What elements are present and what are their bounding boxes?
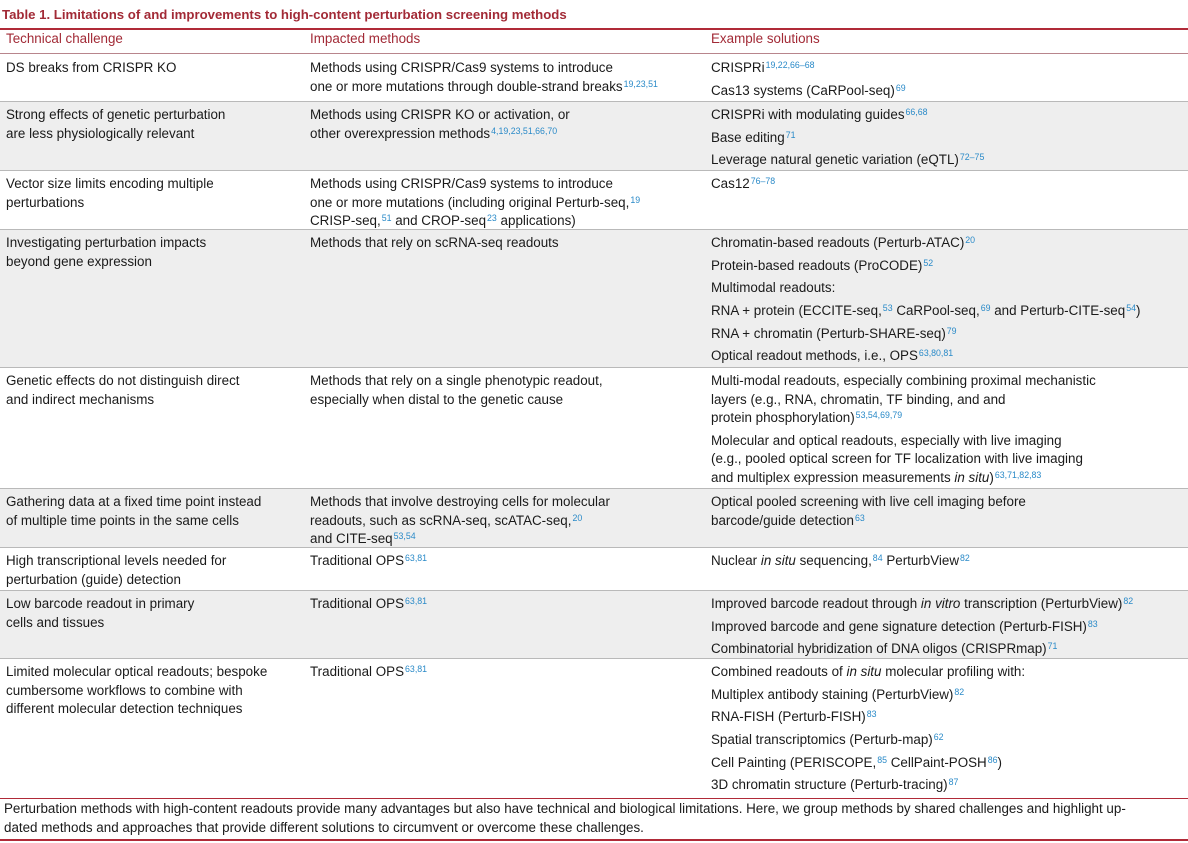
reference-superscript: 71 [785,129,796,140]
table-row [0,488,1188,547]
reference-superscript: 20 [965,235,976,246]
cell-line [310,194,670,213]
reference-superscript: 63,81 [405,553,428,564]
cell-line [711,372,1183,391]
text-segment: Investigating perturbation impacts [6,235,207,250]
text-segment: Improved barcode and gene signature detection (Perturb-FISH) [711,618,1087,634]
cell-line [6,663,296,682]
cell-line [6,391,296,410]
cell-line [6,372,296,391]
cell-line [711,776,1183,795]
reference-superscript: 83 [866,709,877,720]
cell-line [711,469,1183,488]
cell-line [310,212,670,231]
impacted-methods-cell [310,663,670,682]
text-segment: cumbersome workflows to combine with [6,682,243,698]
solution-item [711,325,1183,344]
cell-line [711,302,1183,321]
cell-line [711,552,1183,571]
solution-item [711,302,1183,321]
table-row [0,547,1188,590]
solution-item [711,372,1183,428]
solution-item [711,663,1183,682]
reference-superscript: 84 [872,553,883,564]
reference-superscript: 63,81 [405,596,428,607]
text-segment: Traditional OPS [310,553,405,568]
cell-line [310,391,670,410]
text-segment: different molecular detection techniques [6,701,243,716]
solution-item [711,151,1183,170]
technical-challenge-cell [6,106,296,143]
text-segment: Protein-based readouts (ProCODE) [711,257,923,273]
reference-superscript: 19 [630,194,641,205]
cell-line [711,151,1183,170]
impacted-methods-cell [310,595,670,614]
cell-line [6,512,296,531]
solution-item [711,754,1183,773]
reference-superscript: 71 [1047,641,1058,652]
solution-item [711,175,1183,194]
cell-line [310,59,670,78]
row-separator [0,590,1188,591]
cell-line [6,595,296,614]
text-segment: Genetic effects do not distinguish direct [6,373,240,388]
text-segment: Cell Painting (PERISCOPE, [711,754,877,770]
technical-challenge-cell [6,234,296,271]
text-segment: layers (e.g., RNA, chromatin, TF binding, and and [711,391,1006,407]
text-segment: RNA + protein (ECCITE-seq, [711,303,882,319]
table-bottom-rule [0,798,1188,799]
reference-superscript: 63,71,82,83 [994,469,1042,480]
example-solutions-cell [711,175,1183,194]
text-segment: of multiple time points in the same cells [6,512,239,528]
cell-line [711,618,1183,637]
text-segment: Multiplex antibody staining (PerturbView) [711,686,954,702]
cell-line [711,640,1183,659]
row-separator [0,658,1188,659]
cell-line [310,530,670,549]
text-segment: Traditional OPS [310,596,405,611]
reference-superscript: 69 [980,303,991,314]
technical-challenge-cell [6,175,296,212]
table-row [0,590,1188,658]
italic-text: in vitro [920,596,961,611]
solution-item [711,595,1183,614]
text-segment: CaRPool-seq, [892,303,980,319]
impacted-methods-cell [310,552,670,571]
text-segment: protein phosphorylation) [711,410,855,425]
solution-item [711,432,1183,488]
cell-line [6,125,296,144]
text-segment: Limited molecular optical readouts; bespoke [6,664,268,679]
text-segment: beyond gene expression [6,253,152,269]
text-segment: High transcriptional levels needed for [6,553,227,568]
text-segment: DS breaks from CRISPR KO [6,60,177,75]
cell-line [6,552,296,571]
text-segment: Vector size limits encoding multiple [6,176,214,191]
reference-superscript: 82 [960,553,970,564]
impacted-methods-cell [310,59,670,96]
reference-superscript: 23 [487,213,497,224]
text-segment: ) [989,469,994,485]
text-segment: dated methods and approaches that provide different solutions to circumvent or overcome these challenges. [4,819,644,835]
cell-line [6,253,296,272]
technical-challenge-cell [6,552,296,589]
text-segment: readouts, such as scRNA-seq, scATAC-seq, [310,512,572,528]
table-row [0,229,1188,367]
text-segment: ) [1136,303,1141,319]
text-segment: and Perturb-CITE-seq [990,303,1126,319]
cell-line [310,175,670,194]
text-segment: and CITE-seq [310,531,393,546]
reference-superscript: 63,80,81 [918,348,954,359]
reference-superscript: 53,54 [393,531,416,542]
reference-superscript: 63 [854,512,865,523]
impacted-methods-cell [310,493,670,549]
reference-superscript: 86 [987,754,998,765]
text-segment: CellPaint-POSH [887,754,987,770]
reference-superscript: 83 [1087,618,1098,629]
row-separator [0,101,1188,102]
cell-line [711,325,1183,344]
text-segment: ) [997,754,1002,770]
solution-item [711,279,1183,298]
cell-line [711,234,1183,253]
row-separator [0,547,1188,548]
cell-line [310,663,670,682]
reference-superscript: 52 [923,257,934,268]
text-segment: RNA + chromatin (Perturb-SHARE-seq) [711,325,946,341]
header-impacted-methods: Impacted methods [310,31,421,46]
cell-line [310,78,670,97]
cell-line [711,663,1183,682]
text-segment: applications) [496,213,576,228]
reference-superscript: 19,23,51 [623,78,658,89]
table-row [0,101,1188,170]
text-segment: Low barcode readout in primary [6,596,195,611]
text-segment: CRISPRi [711,60,765,75]
text-segment: (e.g., pooled optical screen for TF localization with live imaging [711,451,1083,467]
table-row [0,367,1188,488]
text-segment: Molecular and optical readouts, especially with live imaging [711,432,1062,448]
solution-item [711,776,1183,795]
footnote-line [4,819,1184,838]
text-segment: and multiplex expression measurements [711,469,955,485]
solution-item [711,347,1183,366]
text-segment: Base editing [711,129,785,145]
text-segment: Combined readouts of [711,664,847,679]
reference-superscript: 76–78 [750,176,776,187]
text-segment: Improved barcode readout through [711,596,921,611]
cell-line [6,59,296,78]
text-segment: Cas13 systems (CaRPool-seq) [711,82,895,98]
cell-line [6,571,296,590]
text-segment: especially when distal to the genetic cause [310,391,564,407]
text-segment: Methods using CRISPR/Cas9 systems to introduce [310,60,613,75]
cell-line [711,754,1183,773]
table-row [0,658,1188,798]
text-segment: Methods that involve destroying cells for molecular [310,494,610,509]
reference-superscript: 79 [946,325,957,336]
table-title: Table 1. Limitations of and improvements to high-content perturbation screening methods [2,7,567,22]
example-solutions-cell [711,106,1183,170]
cell-line [711,391,1183,410]
text-segment: Multimodal readouts: [711,280,836,296]
example-solutions-cell [711,372,1183,487]
reference-superscript: 53,54,69,79 [855,410,903,421]
cell-line [711,595,1183,614]
footnote-line [4,800,1184,819]
cell-line [711,82,1183,101]
cell-line [310,234,670,253]
text-segment: perturbation (guide) detection [6,571,181,587]
text-segment: Combinatorial hybridization of DNA oligos (CRISPRmap) [711,641,1047,657]
example-solutions-cell [711,663,1183,795]
cell-line [6,194,296,213]
cell-line [310,372,670,391]
table-footnote [4,800,1184,837]
cell-line [711,59,1183,78]
cell-line [711,129,1183,148]
table-row [0,54,1188,101]
cell-line [6,234,296,253]
text-segment: PerturbView [882,553,960,568]
text-segment: Cas12 [711,176,750,191]
row-separator [0,367,1188,368]
cell-line [711,409,1183,428]
cell-line [711,432,1183,451]
cell-line [711,347,1183,366]
text-segment: Methods that rely on a single phenotypic readout, [310,373,603,388]
solution-item [711,59,1183,78]
reference-superscript: 53 [882,303,893,314]
text-segment: CRISP-seq, [310,213,381,228]
solution-item [711,129,1183,148]
solution-item [711,106,1183,125]
italic-text: in situ [954,469,990,485]
cell-line [711,279,1183,298]
cell-line [711,493,1183,512]
impacted-methods-cell [310,106,670,143]
reference-superscript: 85 [877,754,888,765]
title-rule [0,28,1188,30]
reference-superscript: 4,19,23,51,66,70 [491,125,558,136]
cell-line [711,731,1183,750]
cell-line [6,614,296,633]
cell-line [711,708,1183,727]
text-segment: and CROP-seq [391,213,487,228]
italic-text: in situ [760,553,796,568]
solution-item [711,234,1183,253]
cell-line [6,493,296,512]
text-segment: Chromatin-based readouts (Perturb-ATAC) [711,235,965,250]
cell-line [310,106,670,125]
text-segment: sequencing, [795,553,872,568]
text-segment: Optical pooled screening with live cell imaging before [711,494,1026,509]
text-segment: Nuclear [711,553,761,568]
text-segment: RNA-FISH (Perturb-FISH) [711,709,866,725]
cell-line [6,175,296,194]
text-segment: and indirect mechanisms [6,391,155,407]
cell-line [310,512,670,531]
example-solutions-cell [711,552,1183,571]
solution-item [711,640,1183,659]
cell-line [711,106,1183,125]
reference-superscript: 87 [948,777,959,788]
text-segment: other overexpression methods [310,125,491,141]
text-segment: one or more mutations through double-strand breaks [310,78,623,94]
technical-challenge-cell [6,595,296,632]
solution-item [711,618,1183,637]
text-segment: Strong effects of genetic perturbation [6,107,226,122]
solution-item [711,731,1183,750]
cell-line [711,686,1183,705]
solution-item [711,257,1183,276]
text-segment: Methods using CRISPR/Cas9 systems to introduce [310,176,613,191]
cell-line [711,257,1183,276]
solution-item [711,552,1183,571]
cell-line [711,512,1183,531]
text-segment: perturbations [6,194,85,210]
row-separator [0,488,1188,489]
text-segment: Spatial transcriptomics (Perturb-map) [711,732,933,748]
solution-item [711,686,1183,705]
reference-superscript: 20 [572,512,583,523]
reference-superscript: 51 [381,213,392,224]
text-segment: Optical readout methods, i.e., OPS [711,348,918,364]
reference-superscript: 54 [1126,303,1136,314]
technical-challenge-cell [6,372,296,409]
cell-line [310,493,670,512]
example-solutions-cell [711,595,1183,659]
reference-superscript: 72–75 [959,152,985,163]
reference-superscript: 19,22,66–68 [765,60,815,71]
cell-line [310,552,670,571]
impacted-methods-cell [310,234,670,253]
solution-item [711,82,1183,101]
text-segment: transcription (PerturbView) [960,596,1123,611]
text-segment: molecular profiling with: [881,664,1026,679]
technical-challenge-cell [6,663,296,719]
reference-superscript: 82 [1123,596,1134,607]
row-separator [0,170,1188,171]
solution-item [711,493,1183,530]
header-example-solutions: Example solutions [711,31,820,46]
technical-challenge-cell [6,59,296,78]
text-segment: one or more mutations (including original Perturb-seq, [310,194,630,210]
example-solutions-cell [711,59,1183,100]
italic-text: in situ [846,664,882,679]
text-segment: Multi-modal readouts, especially combining proximal mechanistic [711,373,1096,388]
technical-challenge-cell [6,493,296,530]
text-segment: are less physiologically relevant [6,125,195,141]
header-technical-challenge: Technical challenge [6,31,123,46]
example-solutions-cell [711,234,1183,366]
table-row [0,170,1188,229]
reference-superscript: 69 [895,82,906,93]
text-segment: Gathering data at a fixed time point instead [6,494,262,509]
text-segment: Traditional OPS [310,664,405,679]
row-separator [0,229,1188,230]
text-segment: 3D chromatin structure (Perturb-tracing) [711,777,948,793]
text-segment: Methods using CRISPR KO or activation, or [310,107,570,122]
footnote-rule [0,839,1188,841]
text-segment: Methods that rely on scRNA-seq readouts [310,235,559,250]
cell-line [6,700,296,719]
text-segment: CRISPRi with modulating guides [711,107,905,122]
cell-line [310,125,670,144]
cell-line [6,682,296,701]
cell-line [6,106,296,125]
reference-superscript: 82 [954,686,965,697]
cell-line [711,450,1183,469]
example-solutions-cell [711,493,1183,530]
cell-line [711,175,1183,194]
reference-superscript: 66,68 [905,107,928,118]
text-segment: Leverage natural genetic variation (eQTL) [711,152,959,168]
cell-line [310,595,670,614]
reference-superscript: 63,81 [405,664,428,675]
reference-superscript: 62 [933,732,944,743]
text-segment: barcode/guide detection [711,512,854,528]
impacted-methods-cell [310,175,670,231]
text-segment: Perturbation methods with high-content readouts provide many advantages but also have technical and biological limitations. Here, we group methods by shared challenges and highlight up- [4,801,1126,816]
solution-item [711,708,1183,727]
impacted-methods-cell [310,372,670,409]
text-segment: cells and tissues [6,614,105,630]
